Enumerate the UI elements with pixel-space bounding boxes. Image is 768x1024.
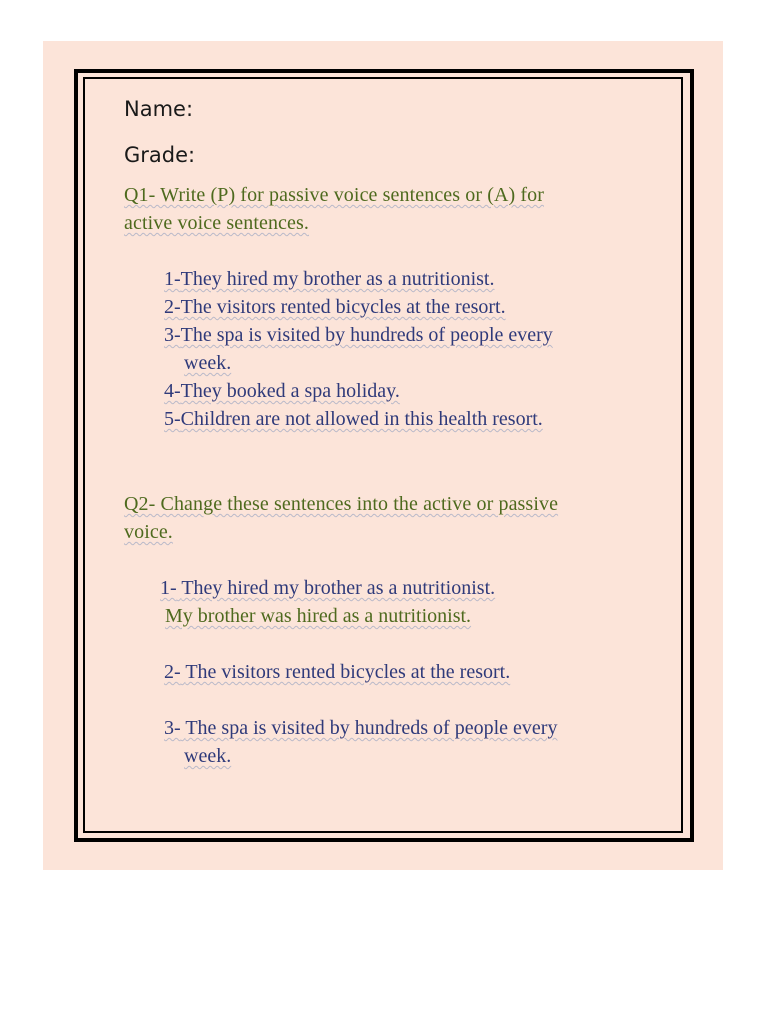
q2-item-2-text: The visitors rented bicycles at the resort.	[185, 661, 511, 683]
q1-item-4	[164, 377, 400, 405]
q1-item-5	[164, 405, 543, 433]
q1-item-3	[164, 321, 553, 349]
q1-item-3-continuation: week.	[184, 352, 232, 374]
q1-item-5-number: 5-	[164, 408, 181, 430]
q1-item-4-number: 4-	[164, 380, 181, 402]
q1-item-5-text: Children are not allowed in this health resort.	[180, 408, 543, 430]
q1-heading-line2: active voice sentences.	[124, 212, 309, 234]
q1-item-1	[164, 265, 495, 293]
q2-item-1	[160, 574, 495, 602]
q1-item-1-number: 1-	[164, 268, 181, 290]
q2-item-1-text: They hired my brother as a nutritionist.	[181, 577, 496, 599]
q1-item-4-text: They booked a spa holiday.	[180, 380, 400, 402]
q1-heading-line1: Q1- Write (P) for passive voice sentences or (A) for	[124, 184, 544, 206]
q2-heading-line2: voice.	[124, 521, 173, 543]
q2-item-2-number: 2-	[164, 661, 181, 683]
q2-item-1-number: 1-	[160, 577, 177, 599]
name-label: Name:	[124, 97, 194, 121]
q2-item-3-continuation: week.	[184, 745, 232, 767]
q2-item-2	[164, 658, 510, 686]
q1-item-1-text: They hired my brother as a nutritionist.	[180, 268, 495, 290]
q1-item-2-text: The visitors rented bicycles at the resort.	[180, 296, 506, 318]
q1-item-2	[164, 293, 506, 321]
grade-label: Grade:	[124, 143, 196, 167]
q1-item-3-text: The spa is visited by hundreds of people every	[180, 324, 553, 346]
q2-item-3	[164, 714, 557, 742]
q1-item-2-number: 2-	[164, 296, 181, 318]
q2-item-3-text: The spa is visited by hundreds of people every	[185, 717, 558, 739]
q2-heading-line1: Q2- Change these sentences into the active or passive	[124, 493, 559, 515]
q1-item-3-number: 3-	[164, 324, 181, 346]
q2-item-3-number: 3-	[164, 717, 181, 739]
q2-item-1-answer: My brother was hired as a nutritionist.	[165, 605, 472, 627]
